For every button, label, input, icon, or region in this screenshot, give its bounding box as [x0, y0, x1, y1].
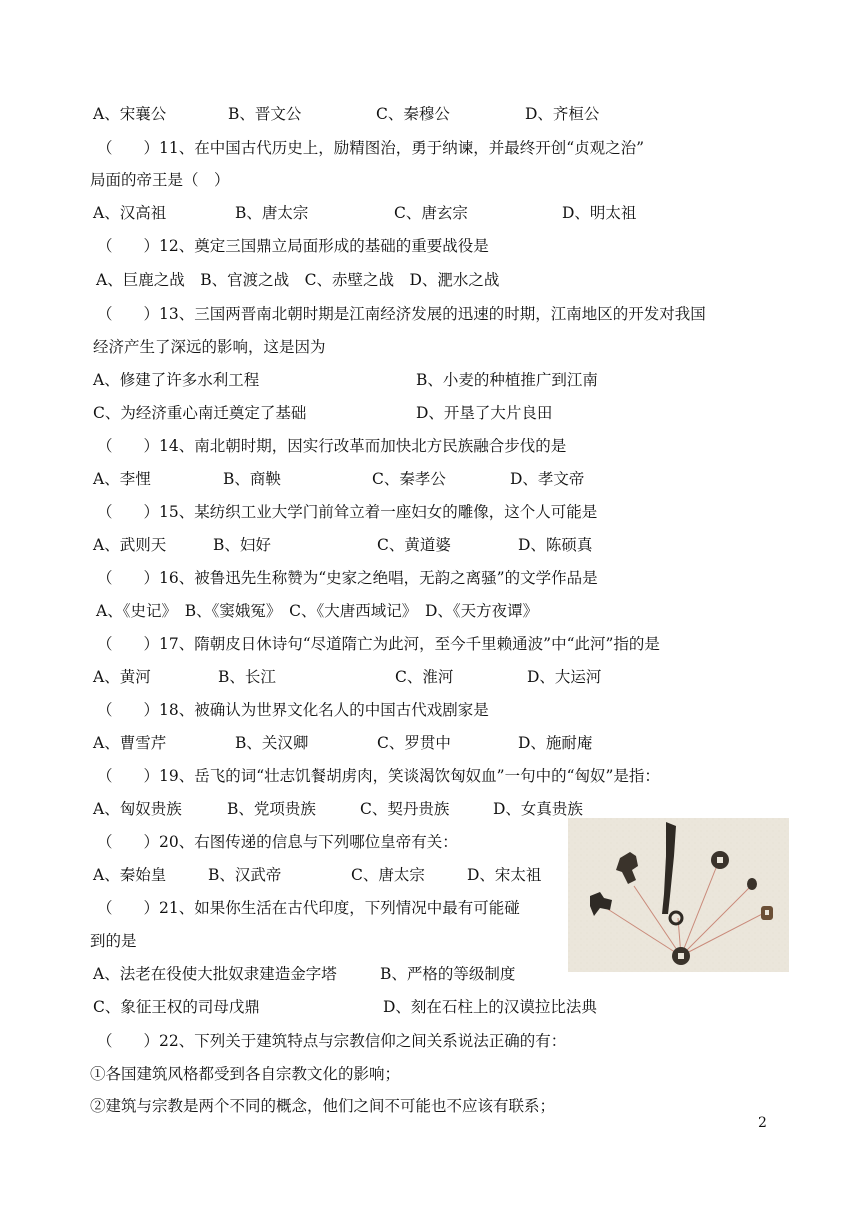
q18-option-b: B、关汉卿: [235, 734, 309, 752]
q18-stem: （ ）18、被确认为世界文化名人的中国古代戏剧家是: [97, 701, 489, 719]
q11-stem: （ ）11、在中国古代历史上，励精图治，勇于纳谏，并最终开创“贞观之治”: [97, 139, 645, 157]
q10-option-b: B、晋文公: [228, 105, 302, 123]
q20-option-b: B、汉武帝: [208, 866, 282, 884]
q19-option-d: D、女真贵族: [493, 800, 583, 818]
q10-option-c: C、秦穆公: [376, 105, 450, 123]
q15-option-b: B、妇好: [213, 536, 271, 554]
q12-options: A、巨鹿之战 B、官渡之战 C、赤壁之战 D、淝水之战: [96, 271, 500, 289]
q13-option-a: A、修建了许多水利工程: [93, 371, 260, 389]
ant-nose-coin-icon: [761, 906, 773, 920]
q19-option-a: A、匈奴贵族: [93, 800, 182, 818]
q19-option-c: C、契丹贵族: [360, 800, 450, 818]
q18-option-c: C、罗贯中: [377, 734, 451, 752]
q20-option-c: C、唐太宗: [351, 866, 425, 884]
q14-stem: （ ）14、南北朝时期，因实行改革而加快北方民族融合步伐的是: [97, 437, 567, 455]
q20-stem: （ ）20、右图传递的信息与下列哪位皇帝有关：: [97, 833, 458, 851]
q13-option-c: C、为经济重心南迁奠定了基础: [93, 404, 307, 422]
q21-option-c: C、象征王权的司母戊鼎: [93, 998, 260, 1016]
q14-option-b: B、商鞅: [223, 470, 281, 488]
q20-option-d: D、宋太祖: [467, 866, 542, 884]
q18-option-d: D、施耐庵: [518, 734, 593, 752]
q17-option-c: C、淮河: [395, 668, 454, 686]
q11-option-d: D、明太祖: [562, 204, 637, 222]
q15-option-c: C、黄道婆: [377, 536, 451, 554]
q11-option-c: C、唐玄宗: [394, 204, 468, 222]
round-coin-icon: [711, 851, 729, 869]
banliang-coin-icon: [672, 947, 690, 965]
q19-stem: （ ）19、岳飞的词“壮志饥餐胡虏肉，笑谈渴饮匈奴血”一句中的“匈奴”是指：: [97, 767, 660, 785]
q21-option-b: B、严格的等级制度: [380, 965, 516, 983]
q18-option-a: A、曹雪芹: [93, 734, 167, 752]
q10-option-a: A、宋襄公: [93, 105, 167, 123]
q14-option-c: C、秦孝公: [372, 470, 446, 488]
q22-statement-2: ②建筑与宗教是两个不同的概念，他们之间不可能也不应该有联系；: [90, 1097, 556, 1115]
q13-option-b: B、小麦的种植推广到江南: [416, 371, 598, 389]
q20-option-a: A、秦始皇: [93, 866, 167, 884]
q15-option-d: D、陈硕真: [518, 536, 593, 554]
q19-option-b: B、党项贵族: [227, 800, 316, 818]
q11-option-a: A、汉高祖: [93, 204, 167, 222]
q12-stem: （ ）12、奠定三国鼎立局面形成的基础的重要战役是: [97, 237, 489, 255]
q17-option-d: D、大运河: [527, 668, 602, 686]
q13-stem-cont: 经济产生了深远的影响，这是因为: [93, 338, 326, 356]
q17-stem: （ ）17、隋朝皮日休诗句“尽道隋亡为此河，至今千里赖通波”中“此河”指的是: [97, 635, 660, 653]
q17-option-b: B、长江: [218, 668, 276, 686]
q21-stem: （ ）21、如果你生活在古代印度，下列情况中最有可能碰: [97, 899, 520, 917]
ancient-currency-figure: [568, 818, 789, 972]
q10-option-d: D、齐桓公: [525, 105, 600, 123]
q22-stem: （ ）22、下列关于建筑特点与宗教信仰之间关系说法正确的有：: [97, 1032, 567, 1050]
q17-option-a: A、黄河: [93, 668, 151, 686]
q16-options: A、《史记》 B、《窦娥冤》 C、《大唐西域记》 D、《天方夜谭》: [96, 602, 539, 620]
q22-statement-1: ①各国建筑风格都受到各自宗教文化的影响；: [90, 1065, 401, 1083]
q13-stem: （ ）13、三国两晋南北朝时期是江南经济发展的迅速的时期，江南地区的开发对我国: [97, 305, 706, 323]
q11-stem-cont: 局面的帝王是（ ）: [90, 171, 230, 189]
q21-option-a: A、法老在役使大批奴隶建造金字塔: [93, 965, 337, 983]
q21-option-d: D、刻在石柱上的汉谟拉比法典: [383, 998, 597, 1016]
q21-stem-cont: 到的是: [90, 932, 137, 950]
q14-option-a: A、李悝: [93, 470, 151, 488]
q14-option-d: D、孝文帝: [510, 470, 585, 488]
q13-option-d: D、开垦了大片良田: [416, 404, 553, 422]
page-number: 2: [758, 1115, 767, 1131]
q15-stem: （ ）15、某纺织工业大学门前耸立着一座妇女的雕像，这个人可能是: [97, 503, 598, 521]
q15-option-a: A、武则天: [93, 536, 167, 554]
shell-coin-icon: [747, 878, 757, 890]
q11-option-b: B、唐太宗: [235, 204, 309, 222]
q16-stem: （ ）16、被鲁迅先生称赞为“史家之绝唱，无韵之离骚”的文学作品是: [97, 569, 598, 587]
